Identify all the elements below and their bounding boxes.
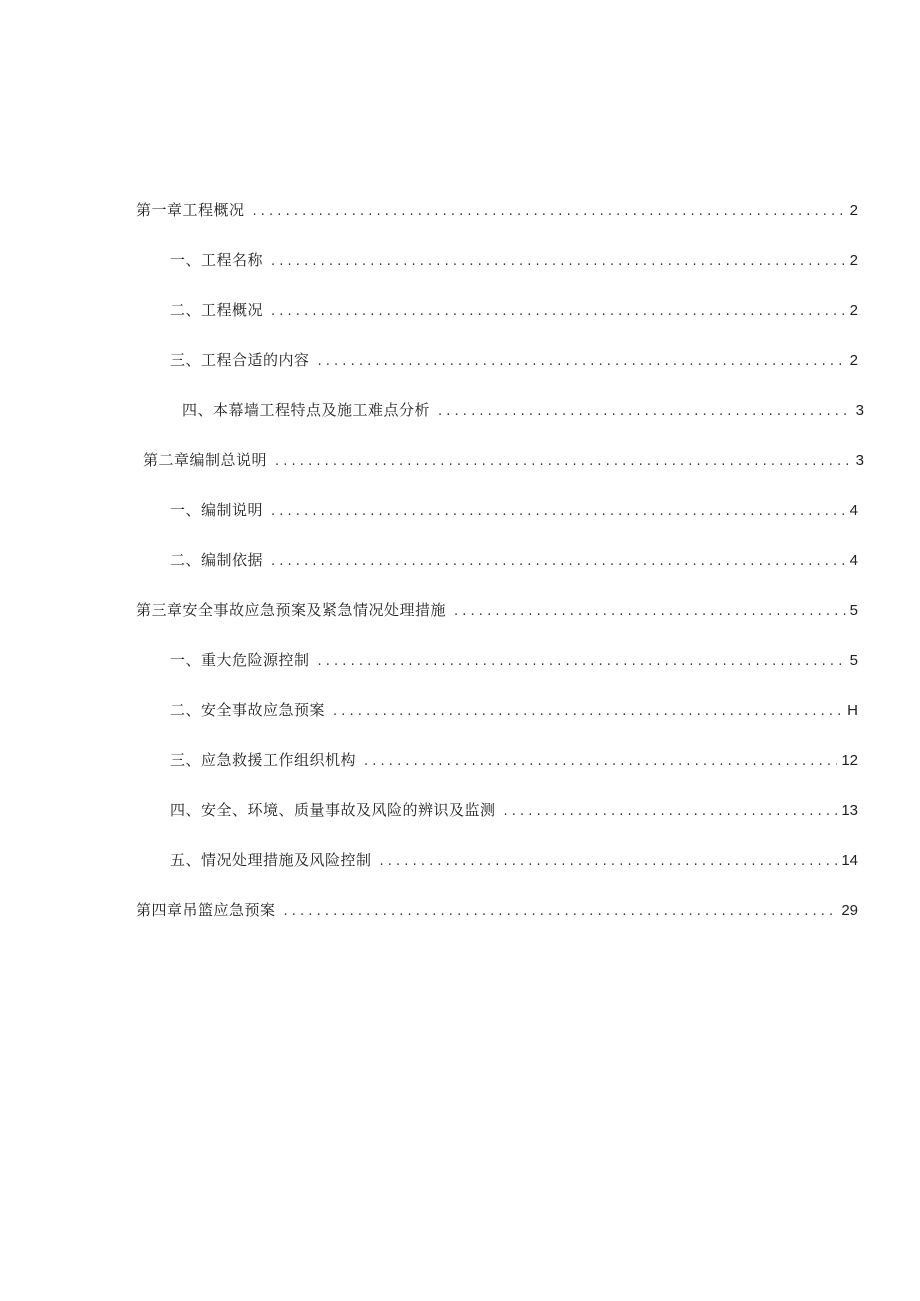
toc-entry-page-number: 29 <box>841 902 858 919</box>
toc-entry-title: 四、本幕墙工程特点及施工难点分析 <box>182 401 431 419</box>
dot-leader <box>284 900 838 924</box>
dot-leader <box>318 650 846 674</box>
toc-entry-section-2-1[interactable] <box>170 498 858 522</box>
dot-leader <box>275 450 852 474</box>
dot-leader <box>271 500 846 524</box>
toc-entry-section-3-5[interactable] <box>170 848 858 872</box>
toc-entry-chapter-1[interactable] <box>136 198 858 222</box>
dot-leader <box>380 850 838 874</box>
dot-leader <box>253 200 846 224</box>
toc-entry-title: 一、编制说明 <box>170 501 264 519</box>
toc-entry-title: 第三章安全事故应急预案及紧急情况处理措施 <box>136 601 447 619</box>
toc-entry-title: 二、编制依据 <box>170 551 264 569</box>
toc-entry-title: 四、安全、环境、质量事故及风险的辨识及监测 <box>170 801 496 819</box>
dot-leader <box>504 800 838 824</box>
dot-leader <box>271 550 846 574</box>
toc-entry-title: 第四章吊篮应急预案 <box>136 901 276 919</box>
toc-entry-section-3-3[interactable] <box>170 748 858 772</box>
dot-leader <box>271 250 846 274</box>
dot-leader <box>333 700 843 724</box>
toc-entry-title: 第一章工程概况 <box>136 201 245 219</box>
toc-entry-page-number: 4 <box>849 502 858 519</box>
toc-entry-section-2-2[interactable] <box>170 548 858 572</box>
toc-entry-page-number: 13 <box>841 802 858 819</box>
toc-entry-page-number: 5 <box>849 652 858 669</box>
toc-entry-page-number: H <box>847 702 858 719</box>
toc-entry-page-number: 2 <box>849 252 858 269</box>
dot-leader <box>318 350 846 374</box>
dot-leader <box>271 300 846 324</box>
toc-entry-page-number: 3 <box>855 402 864 419</box>
dot-leader <box>438 400 852 424</box>
toc-entry-title: 三、应急救援工作组织机构 <box>170 751 357 769</box>
toc-entry-section-1-3[interactable] <box>170 348 858 372</box>
toc-entry-section-3-2[interactable] <box>170 698 858 722</box>
toc-entry-page-number: 2 <box>849 302 858 319</box>
toc-entry-page-number: 14 <box>841 852 858 869</box>
dot-leader <box>364 750 837 774</box>
toc-entry-chapter-4[interactable] <box>136 898 858 922</box>
toc-entry-section-1-2[interactable] <box>170 298 858 322</box>
toc-entry-title: 三、工程合适的内容 <box>170 351 310 369</box>
toc-entry-title: 五、情况处理措施及风险控制 <box>170 851 372 869</box>
toc-entry-page-number: 2 <box>849 202 858 219</box>
toc-entry-chapter-3[interactable] <box>136 598 858 622</box>
toc-entry-page-number: 5 <box>849 602 858 619</box>
toc-entry-page-number: 4 <box>849 552 858 569</box>
toc-entry-page-number: 3 <box>855 452 864 469</box>
toc-entry-chapter-2[interactable] <box>143 448 864 472</box>
toc-entry-page-number: 2 <box>849 352 858 369</box>
toc-entry-section-3-4[interactable] <box>170 798 858 822</box>
dot-leader <box>454 600 846 624</box>
toc-entry-section-1-1[interactable] <box>170 248 858 272</box>
toc-entry-title: 二、安全事故应急预案 <box>170 701 326 719</box>
toc-entry-title: 一、工程名称 <box>170 251 264 269</box>
toc-entry-title: 一、重大危险源控制 <box>170 651 310 669</box>
toc-entry-title: 二、工程概况 <box>170 301 264 319</box>
toc-entry-section-1-4[interactable] <box>182 398 864 422</box>
toc-entry-page-number: 12 <box>841 752 858 769</box>
toc-entry-title: 第二章编制总说明 <box>143 451 268 469</box>
toc-entry-section-3-1[interactable] <box>170 648 858 672</box>
